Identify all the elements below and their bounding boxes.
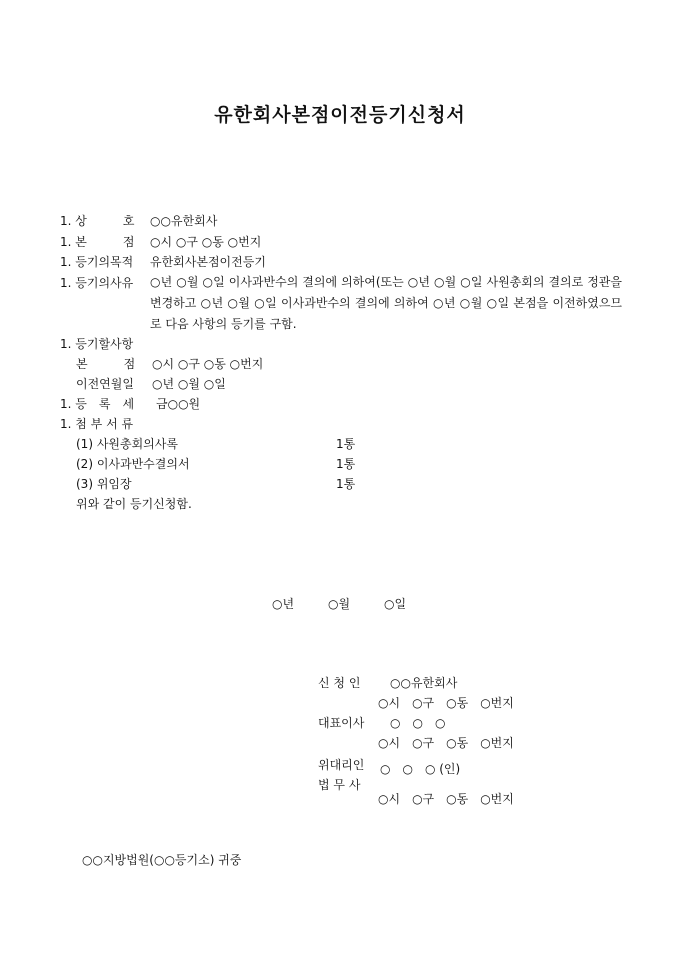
attachment-name-1: (1) 사원총회의사록 — [76, 437, 178, 451]
tax-value: 금○○원 — [156, 397, 201, 411]
hq-value: ○시 ○구 ○동 ○번지 — [150, 235, 262, 249]
closing-statement: 위와 같이 등기신청함. — [76, 497, 192, 511]
matters-hq-label: 본 점 — [76, 357, 136, 371]
representative-name: ○ ○ ○ — [390, 716, 446, 730]
agent-name: ○ ○ ○ (인) — [380, 762, 461, 776]
date-month: ○월 — [328, 597, 351, 611]
representative-address: ○시 ○구 ○동 ○번지 — [378, 736, 514, 750]
purpose-value: 유한회사본점이전등기 — [150, 255, 266, 269]
purpose-label: 1. 등기의목적 — [60, 255, 134, 269]
attachment-name-3: (3) 위임장 — [76, 477, 132, 491]
agent-address: ○시 ○구 ○동 ○번지 — [378, 792, 514, 806]
hq-label: 1. 본 점 — [60, 235, 135, 249]
applicant-name: ○○유한회사 — [390, 676, 458, 690]
reason-value: ○년 ○월 ○일 이사과반수의 결의에 의하여(또는 ○년 ○월 ○일 사원총회의 결의로 정관을 변경하고 ○년 ○월 ○일 이사과반수의 결의에 의하여 ○년 ○월 ○일 본점을 이전하였으므로 다음 사항의 등기를 구함. — [150, 275, 622, 331]
attachment-count-2: 1통 — [336, 457, 356, 471]
matters-date-value: ○년 ○월 ○일 — [152, 377, 226, 391]
applicant-address: ○시 ○구 ○동 ○번지 — [378, 696, 514, 710]
attachment-count-1: 1통 — [336, 437, 356, 451]
matters-date-label: 이전연월일 — [76, 377, 134, 391]
date-day: ○일 — [384, 597, 407, 611]
date-year: ○년 — [272, 597, 295, 611]
court-addressee: ○○지방법원(○○등기소) 귀중 — [82, 853, 242, 867]
matters-label: 1. 등기할사항 — [60, 337, 134, 351]
agent-title-label: 법 무 사 — [318, 778, 361, 792]
agent-label: 위대리인 — [318, 758, 365, 772]
tax-label: 1. 등 록 세 — [60, 397, 135, 411]
reason-label: 1. 등기의사유 — [60, 276, 134, 290]
document-title: 유한회사본점이전등기신청서 — [214, 104, 466, 126]
attachments-label: 1. 첨 부 서 류 — [60, 417, 134, 431]
attachment-count-3: 1통 — [336, 477, 356, 491]
company-value: ○○유한회사 — [150, 214, 218, 228]
representative-label: 대표이사 — [318, 716, 365, 730]
company-label: 1. 상 호 — [60, 214, 135, 228]
applicant-label: 신 청 인 — [318, 676, 361, 690]
attachment-name-2: (2) 이사과반수결의서 — [76, 457, 190, 471]
matters-hq-value: ○시 ○구 ○동 ○번지 — [152, 357, 264, 371]
